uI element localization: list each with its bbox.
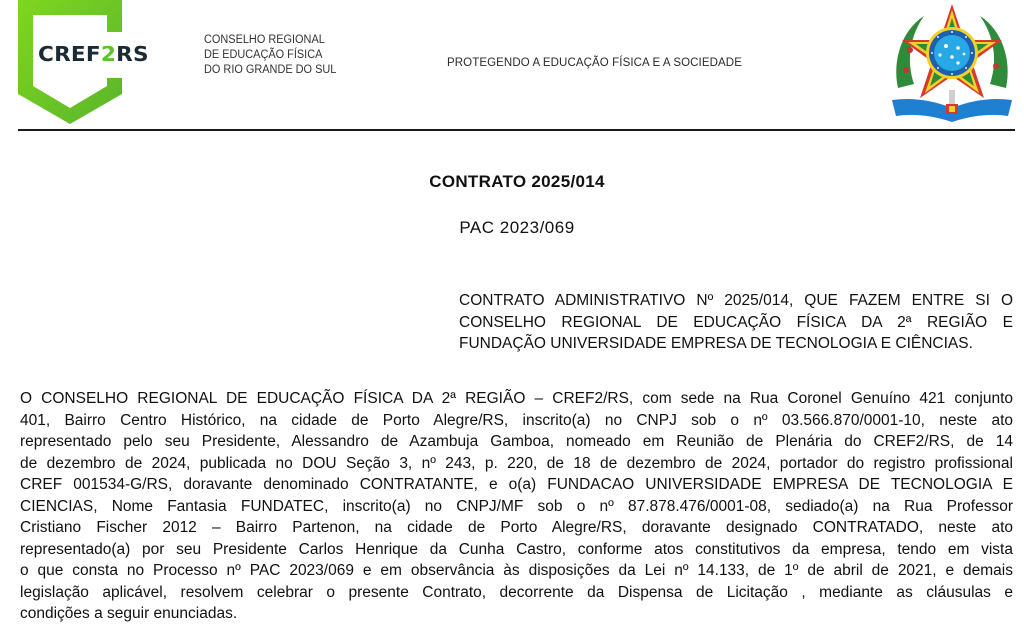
document-header: [0, 0, 1024, 132]
paragraph-line: Cristiano Fischer 2012 – Bairro Partenon, na cidade de Porto Alegre/RS, doravante designado CONTRATADO, neste ato: [20, 519, 1013, 536]
paragraph-line: de dezembro de 2024, publicada no DOU Seção 3, nº 243, p. 220, de 18 de dezembro de 2024, portador do registro profissional: [20, 454, 1013, 472]
header-tagline: PROTEGENDO A EDUCAÇÃO FÍSICA E A SOCIEDADE: [447, 57, 742, 69]
org-name-line: DE EDUCAÇÃO FÍSICA: [204, 49, 323, 61]
paragraph-line: O CONSELHO REGIONAL DE EDUCAÇÃO FÍSICA DA 2ª REGIÃO – CREF2/RS, com sede na Rua Coronel Genuíno 421 conjunto: [20, 390, 1013, 407]
contract-preamble-paragraph: [20, 388, 1013, 625]
paragraph-line: legislação aplicável, resolvem celebrar o presente Contrato, decorrente da Dispensa de Licitação , mediante as cláusulas e: [20, 583, 1013, 601]
paragraph-line: representado pelo seu Presidente, Alessandro de Azambuja Gamboa, nomeado em Reunião de Plenária do CREF2/RS, de 14: [20, 433, 1013, 450]
summary-line: CONSELHO REGIONAL DE EDUCAÇÃO FÍSICA DA 2ª REGIÃO E: [459, 313, 1013, 331]
paragraph-line: 401, Bairro Centro Histórico, na cidade de Porto Alegre/RS, inscrito(a) no CNPJ sob o nº 03.566.870/0001-10, neste ato: [20, 411, 1013, 429]
org-name-line: CONSELHO REGIONAL: [204, 34, 325, 46]
paragraph-line: representado(a) por seu Presidente Carlos Henrique da Cunha Castro, conforme atos constitutivos da empresa, tendo em vista: [20, 540, 1013, 558]
process-number: PAC 2023/069: [459, 218, 575, 237]
contract-title: CONTRATO 2025/014: [429, 172, 605, 191]
org-name-line: DO RIO GRANDE DO SUL: [204, 64, 337, 76]
organization-name: [204, 33, 336, 78]
paragraph-line: o que consta no Processo nº PAC 2023/069 e em observância às disposições da Lei nº 14.133, de 1º de abril de 2021, e demais: [20, 562, 1013, 579]
header-divider: [18, 129, 1015, 131]
paragraph-line: CREF 001534-G/RS, doravante denominado CONTRATANTE, e o(a) FUNDACAO UNIVERSIDADE EMPRESA DE TECNOLOGIA E: [20, 476, 1013, 493]
contract-summary: [459, 290, 1013, 355]
summary-line: CONTRATO ADMINISTRATIVO Nº 2025/014, QUE FAZEM ENTRE SI O: [459, 292, 1013, 309]
brazil-coat-of-arms-icon: [888, 0, 1016, 126]
summary-line: FUNDAÇÃO UNIVERSIDADE EMPRESA DE TECNOLOGIA E CIÊNCIAS.: [459, 335, 973, 352]
paragraph-line: condições a seguir enunciadas.: [20, 605, 238, 622]
paragraph-line: CIENCIAS, Nome Fantasia FUNDATEC, inscrito(a) no CNPJ/MF sob o nº 87.878.476/0001-08, sediado(a) na Rua Professor: [20, 497, 1013, 515]
cref2rs-logo-text: CREF2RS: [38, 42, 149, 66]
